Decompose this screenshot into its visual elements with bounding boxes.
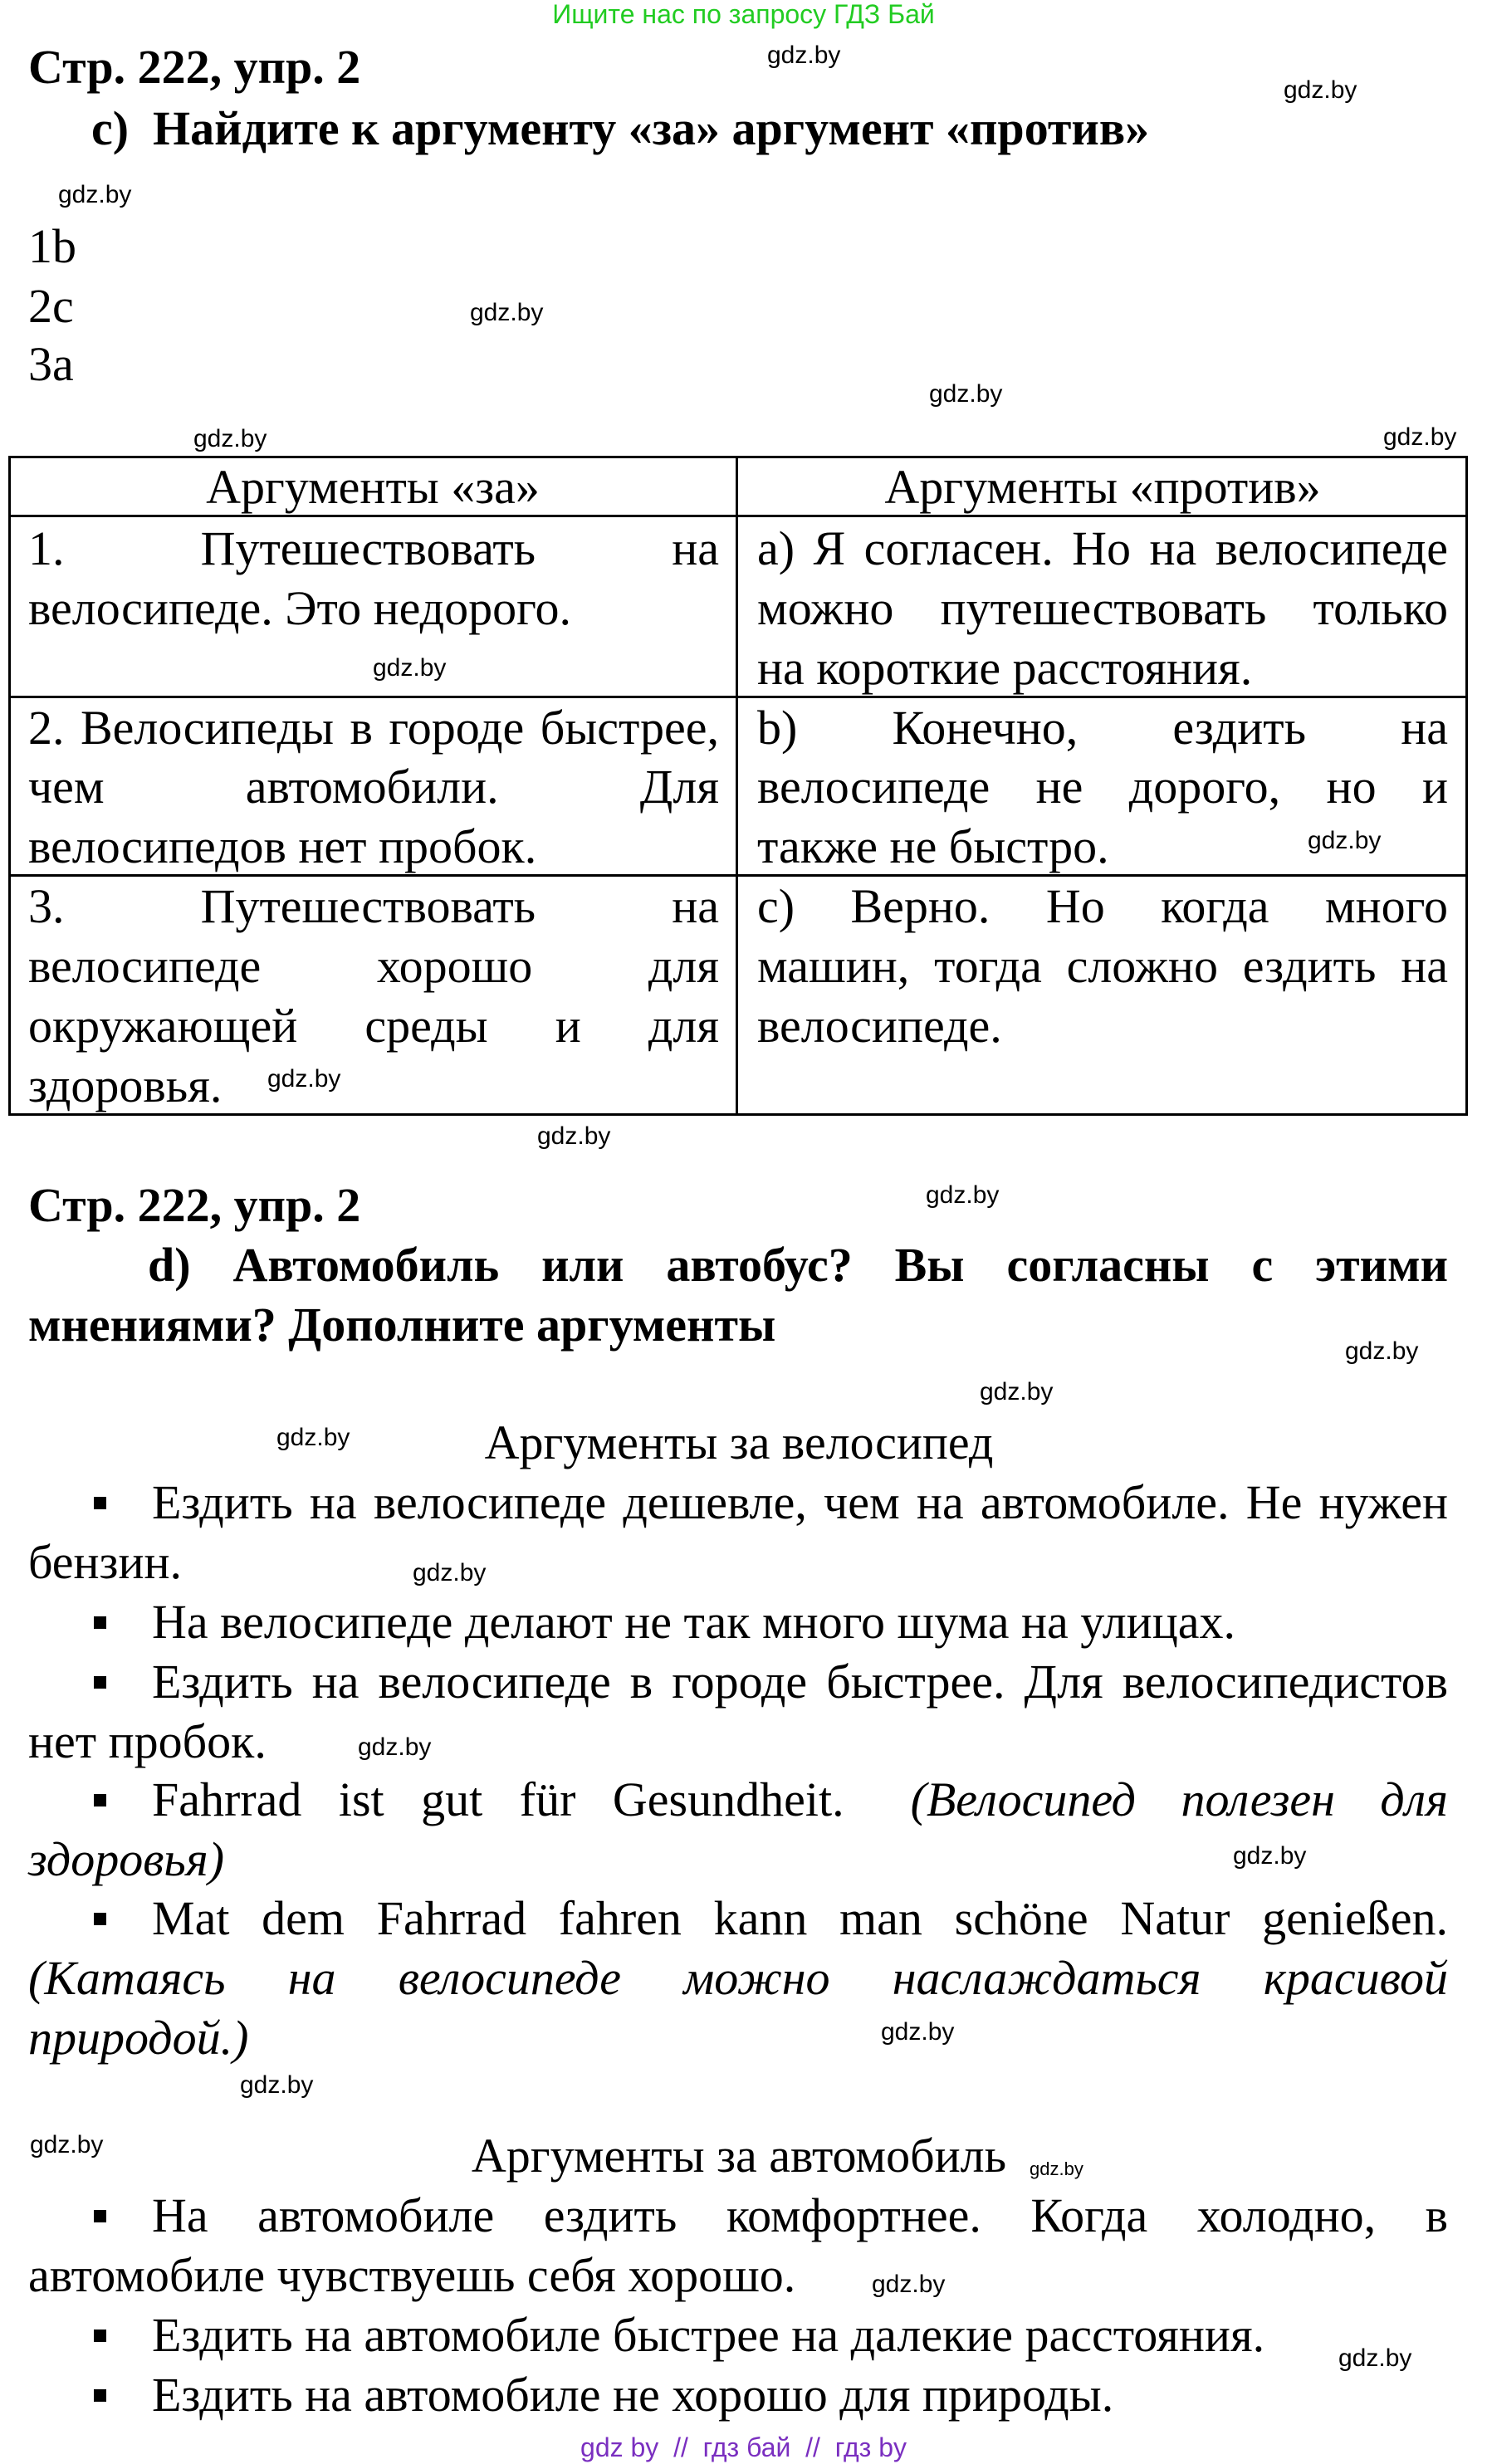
- translation-text: (Велосипед полезен для: [910, 1772, 1448, 1826]
- watermark: gdz.by: [926, 1181, 1000, 1209]
- watermark: gdz.by: [1030, 2158, 1083, 2179]
- section-c-heading: Стр. 222, упр. 2: [28, 40, 361, 94]
- bullet-icon: [94, 2330, 106, 2342]
- section-d-heading: Стр. 222, упр. 2: [28, 1178, 361, 1232]
- table-header: Аргументы «против»: [884, 460, 1321, 514]
- watermark: gdz.by: [767, 42, 841, 69]
- table-cell-line: чем автомобили. Для: [28, 760, 719, 814]
- car-argument-line: Ездить на автомобиле быстрее на далекие расстояния.: [152, 2308, 1265, 2362]
- car-arguments-title: Аргументы за автомобиль: [471, 2129, 1007, 2183]
- bike-argument-line: (Катаясь на велосипеде можно наслаждаться красивой: [28, 1951, 1448, 2005]
- watermark: gdz.by: [1338, 2344, 1412, 2372]
- watermark: gdz.by: [276, 1424, 350, 1451]
- answer: 3a: [28, 337, 74, 391]
- watermark: gdz.by: [30, 2131, 104, 2158]
- bike-argument-line: нет пробок.: [28, 1714, 267, 1768]
- watermark: gdz.by: [240, 2071, 314, 2099]
- watermark: gdz.by: [1345, 1337, 1419, 1365]
- table-cell-line: здоровья.: [28, 1058, 223, 1112]
- answer: 1b: [28, 219, 76, 273]
- watermark: gdz.by: [1308, 827, 1382, 854]
- bullet-icon: [94, 1794, 106, 1806]
- watermark: gdz.by: [980, 1378, 1054, 1406]
- table-cell-line: машин, тогда сложно ездить на: [757, 939, 1448, 993]
- watermark: gdz.by: [929, 380, 1003, 408]
- answer: 2c: [28, 279, 74, 333]
- table-cell-line: а) Я согласен. Но на велосипеде: [757, 521, 1448, 575]
- watermark: gdz.by: [413, 1559, 487, 1586]
- table-cell-line: 1. Путешествовать на: [28, 521, 719, 575]
- table-cell-line: окружающей среды и для: [28, 999, 719, 1053]
- bullet-icon: [94, 1497, 106, 1509]
- bike-argument-line: бензин.: [28, 1535, 183, 1589]
- bike-argument-line: природой.): [28, 2011, 249, 2065]
- table-cell-line: 2. Велосипеды в городе быстрее,: [28, 701, 719, 755]
- watermark: gdz.by: [58, 181, 132, 208]
- table-cell-line: 3. Путешествовать на: [28, 879, 719, 933]
- table-cell-line: велосипеде.: [757, 999, 1002, 1053]
- bike-argument-line: здоровья): [28, 1832, 225, 1886]
- bike-arguments-title: Аргументы за велосипед: [484, 1415, 994, 1469]
- section-d-task: мнениями? Дополните аргументы: [28, 1298, 776, 1352]
- table-cell-line: на короткие расстояния.: [757, 641, 1253, 695]
- bike-argument-line: [152, 1770, 1448, 1830]
- search-banner[interactable]: Ищите нас по запросу ГДЗ Бай: [552, 0, 935, 29]
- watermark: gdz.by: [193, 425, 267, 452]
- bike-argument-line: Mat dem Fahrrad fahren kann man schöne Natur genießen.: [152, 1891, 1448, 1945]
- car-argument-line: На автомобиле ездить комфортнее. Когда холодно, в: [152, 2188, 1448, 2242]
- bullet-icon: [94, 1676, 106, 1689]
- table-header: Аргументы «за»: [206, 460, 540, 514]
- table-cell-line: велосипедов нет пробок.: [28, 819, 537, 873]
- table-cell-line: велосипеде не дорого, но и: [757, 760, 1448, 814]
- table-cell-line: можно путешествовать только: [757, 581, 1448, 635]
- table-cell-line: также не быстро.: [757, 819, 1109, 873]
- table-cell-line: b) Конечно, ездить на: [757, 701, 1448, 755]
- bullet-icon: [94, 1616, 106, 1629]
- footer-links[interactable]: gdz by // гдз бай // гдз by: [580, 2432, 907, 2462]
- watermark: gdz.by: [1284, 76, 1357, 104]
- bullet-icon: [94, 2210, 106, 2222]
- bullet-icon: [94, 1913, 106, 1925]
- german-text: Fahrrad ist gut für Gesundheit.: [152, 1772, 844, 1826]
- watermark: gdz.by: [881, 2018, 955, 2046]
- watermark: gdz.by: [537, 1122, 611, 1150]
- watermark: gdz.by: [267, 1065, 341, 1093]
- watermark: gdz.by: [1233, 1842, 1307, 1870]
- watermark: gdz.by: [358, 1733, 432, 1761]
- section-c-task: c) Найдите к аргументу «за» аргумент «против»: [91, 101, 1150, 155]
- bike-argument-line: Ездить на велосипеде дешевле, чем на автомобиле. Не нужен: [152, 1475, 1448, 1529]
- table-cell-line: велосипеде. Это недорого.: [28, 581, 571, 635]
- watermark: gdz.by: [1383, 423, 1457, 451]
- car-argument-line: Ездить на автомобиле не хорошо для природы.: [152, 2368, 1114, 2422]
- bullet-icon: [94, 2389, 106, 2402]
- table-cell-line: велосипеде хорошо для: [28, 939, 719, 993]
- table-divider: [736, 456, 738, 1116]
- section-d-task: d) Автомобиль или автобус? Вы согласны с этими: [148, 1238, 1448, 1292]
- watermark: gdz.by: [373, 654, 447, 682]
- watermark: gdz.by: [872, 2271, 946, 2298]
- table-cell-line: c) Верно. Но когда много: [757, 879, 1448, 933]
- bike-argument-line: На велосипеде делают не так много шума на улицах.: [152, 1595, 1235, 1649]
- bike-argument-line: Ездить на велосипеде в городе быстрее. Для велосипедистов: [152, 1655, 1448, 1709]
- car-argument-line: автомобиле чувствуешь себя хорошо.: [28, 2248, 796, 2302]
- watermark: gdz.by: [470, 299, 544, 326]
